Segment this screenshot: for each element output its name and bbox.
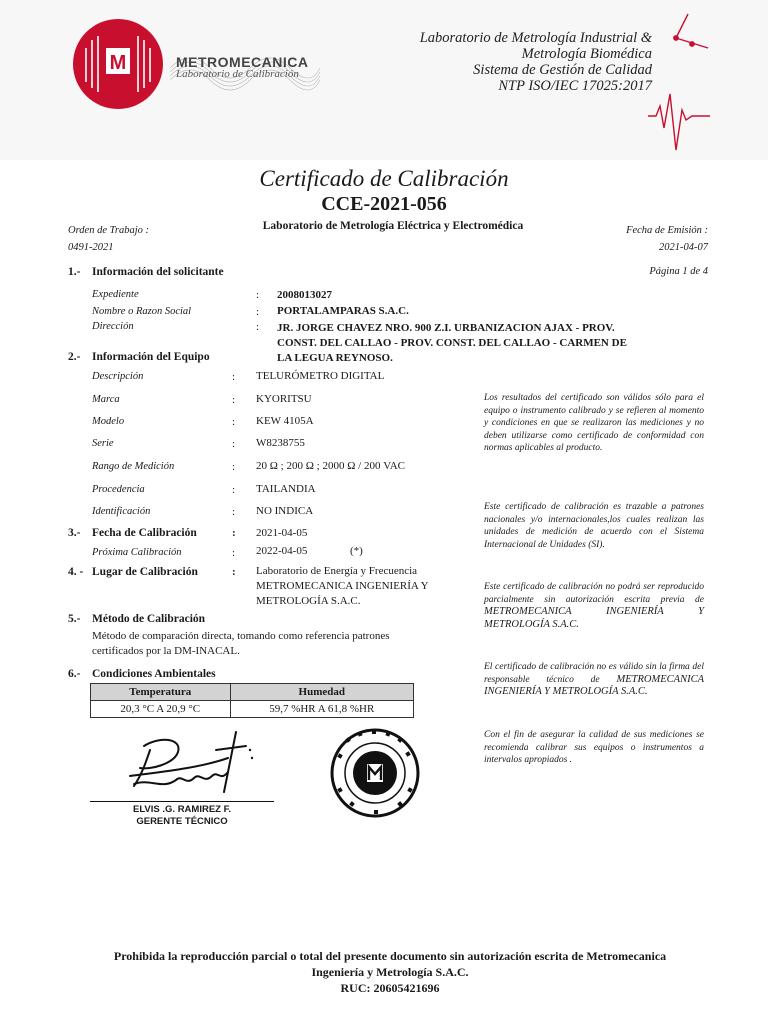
marca-label: Marca	[92, 394, 120, 405]
colon: :	[232, 416, 236, 428]
conditions-header-row	[91, 684, 414, 701]
method-line: certificados por la DM-INACAL.	[92, 645, 240, 657]
lab-area: Laboratorio de Metrología Eléctrica y Electromédica	[262, 220, 524, 232]
signer-role: GERENTE TÉCNICO	[136, 816, 228, 827]
certificate-code: CCE-2021-056	[321, 193, 447, 215]
expediente-value: 2008013027	[277, 289, 332, 301]
note-traceability	[484, 501, 704, 551]
note-text: Los resultados del certificado son válidos sólo para el equipo o instrumento calibrado y se refieren al momento y condiciones en que se realizaron las mediciones y no deben utilizarse como certificado de conformidad con normas aplicables al producto.	[484, 393, 704, 453]
footer-line: Ingeniería y Metrología S.A.C.	[311, 965, 469, 979]
note-text: Con el fin de asegurar la calidad de sus mediciones se recomienda calibrar sus equipos o instrumentos a intervalos apropiados .	[484, 730, 704, 765]
next-calibration-label: Próxima Calibración	[92, 547, 182, 558]
lab-title-line: Sistema de Gestión de Calidad	[473, 62, 652, 78]
conditions-value-row	[91, 701, 414, 718]
humidity-value: 59,7 %HR A 61,8 %HR	[230, 701, 413, 718]
identificacion-label: Identificación	[92, 506, 151, 517]
section-1-number: 1.-	[68, 266, 81, 278]
colon: :	[232, 506, 236, 518]
brand-subtitle: Laboratorio de Calibración	[176, 68, 299, 80]
colon: :	[232, 527, 236, 539]
place-line: METROLOGÍA S.A.C.	[256, 595, 361, 607]
note-validity	[484, 392, 704, 455]
lab-title	[312, 30, 652, 94]
section-3-title: Fecha de Calibración	[92, 527, 197, 539]
modelo-label: Modelo	[92, 416, 125, 427]
page-number: Página 1 de 4	[649, 266, 708, 277]
colon: :	[256, 306, 260, 318]
calibration-place	[256, 564, 429, 609]
section-5-number: 5.-	[68, 613, 81, 625]
section-5-title: Método de Calibración	[92, 613, 206, 625]
section-4-number: 4. -	[68, 566, 84, 578]
section-2-number: 2.-	[68, 351, 81, 363]
section-6-title: Condiciones Ambientales	[92, 668, 216, 680]
brand-name: METROMECANICA	[176, 54, 309, 70]
modelo-value: KEW 4105A	[256, 415, 314, 427]
descripcion-label: Descripción	[92, 371, 144, 382]
name-value: PORTALAMPARAS S.A.C.	[277, 305, 409, 317]
place-line: Laboratorio de Energía y Frecuencia	[256, 565, 418, 577]
humidity-header: Humedad	[230, 684, 413, 701]
identificacion-value: NO INDICA	[256, 505, 314, 517]
section-6-number: 6.-	[68, 668, 81, 680]
colon: :	[232, 484, 236, 496]
note-company: METROMECANICA INGENIERÍA Y METROLOGÍA S.A.C.	[484, 673, 704, 697]
section-4-title: Lugar de Calibración	[92, 566, 198, 578]
temperature-header: Temperatura	[91, 684, 231, 701]
note-company: METROMECANICA INGENIERÍA Y METROLOGÍA S.A.C.	[484, 606, 704, 630]
issue-date-label: Fecha de Emisión :	[626, 225, 708, 236]
signature-line	[90, 801, 274, 802]
lab-title-line: Metrología Biomédica	[521, 46, 652, 62]
section-2-title: Información del Equipo	[92, 351, 210, 363]
colon: :	[256, 289, 260, 301]
work-order-value: 0491-2021	[68, 242, 114, 253]
place-line: METROMECANICA INGENIERÍA Y	[256, 580, 429, 592]
colon: :	[232, 461, 236, 473]
heartbeat-icon	[648, 10, 710, 160]
rango-value: 20 Ω ; 200 Ω ; 2000 Ω / 200 VAC	[256, 460, 405, 472]
signer-block	[90, 804, 274, 828]
colon: :	[232, 547, 236, 559]
note-text: Este certificado de calibración no podrá ser reproducido parcialmente sin autorización escrita previa de	[484, 582, 704, 605]
signature-image	[120, 728, 260, 800]
section-1-title: Información del solicitante	[92, 266, 224, 278]
conditions-table	[90, 683, 414, 718]
note-reproduction	[484, 581, 704, 631]
footer-notice	[40, 948, 740, 996]
note-text: Este certificado de calibración es trazable a patrones nacionales y/o internacionales,los cuales realizan las unidades de medición de acuerdo con el Sistema Internacional de Unidades (SI).	[484, 502, 704, 550]
footer-line: Prohibida la reproducción parcial o total del presente documento sin autorización escrita de Metromecanica	[113, 949, 667, 963]
section-3-number: 3.-	[68, 527, 81, 539]
colon: :	[232, 394, 236, 406]
temperature-value: 20,3 °C A 20,9 °C	[91, 701, 231, 718]
address-label: Dirección	[92, 321, 134, 332]
lab-title-line: NTP ISO/IEC 17025:2017	[498, 78, 652, 94]
colon: :	[232, 371, 236, 383]
note-text: El certificado de calibración no es válido sin la firma del responsable técnico de	[484, 662, 704, 685]
procedencia-label: Procedencia	[92, 484, 145, 495]
colon: :	[232, 438, 236, 450]
serie-label: Serie	[92, 438, 114, 449]
metromecanica-logo-icon	[68, 18, 172, 110]
next-calibration-date: 2022-04-05	[256, 545, 308, 557]
calibration-date: 2021-04-05	[256, 527, 308, 539]
note-signature	[484, 661, 704, 699]
address-value	[277, 321, 627, 366]
colon: :	[256, 321, 260, 333]
expediente-label: Expediente	[92, 289, 139, 300]
serie-value: W8238755	[256, 437, 305, 449]
note-recommendation	[484, 729, 704, 767]
procedencia-value: TAILANDIA	[256, 483, 316, 495]
address-line: LA LEGUA REYNOSO.	[277, 352, 393, 364]
descripcion-value: TELURÓMETRO DIGITAL	[256, 370, 385, 382]
colon: :	[232, 566, 236, 578]
lab-title-line: Laboratorio de Metrología Industrial &	[419, 30, 652, 46]
certificate-title: Certificado de Calibración	[259, 166, 509, 191]
logo-letter: M	[109, 52, 127, 74]
address-line: CONST. DEL CALLAO - PROV. CONST. DEL CALLAO - CARMEN DE	[277, 337, 627, 349]
footer-ruc: RUC: 20605421696	[340, 981, 440, 995]
calibration-seal-icon	[330, 728, 420, 818]
name-label: Nombre o Razon Social	[92, 306, 192, 317]
calibration-method	[92, 629, 389, 659]
next-calibration-mark: (*)	[350, 545, 363, 557]
signer-name: ELVIS .G. RAMIREZ F.	[133, 804, 231, 815]
issue-date-value: 2021-04-07	[659, 242, 708, 253]
marca-value: KYORITSU	[256, 393, 312, 405]
work-order-label: Orden de Trabajo :	[68, 225, 149, 236]
method-line: Método de comparación directa, tomando como referencia patrones	[92, 630, 390, 642]
rango-label: Rango de Medición	[92, 461, 175, 472]
address-line: JR. JORGE CHAVEZ NRO. 900 Z.I. URBANIZACION AJAX - PROV.	[277, 322, 615, 334]
